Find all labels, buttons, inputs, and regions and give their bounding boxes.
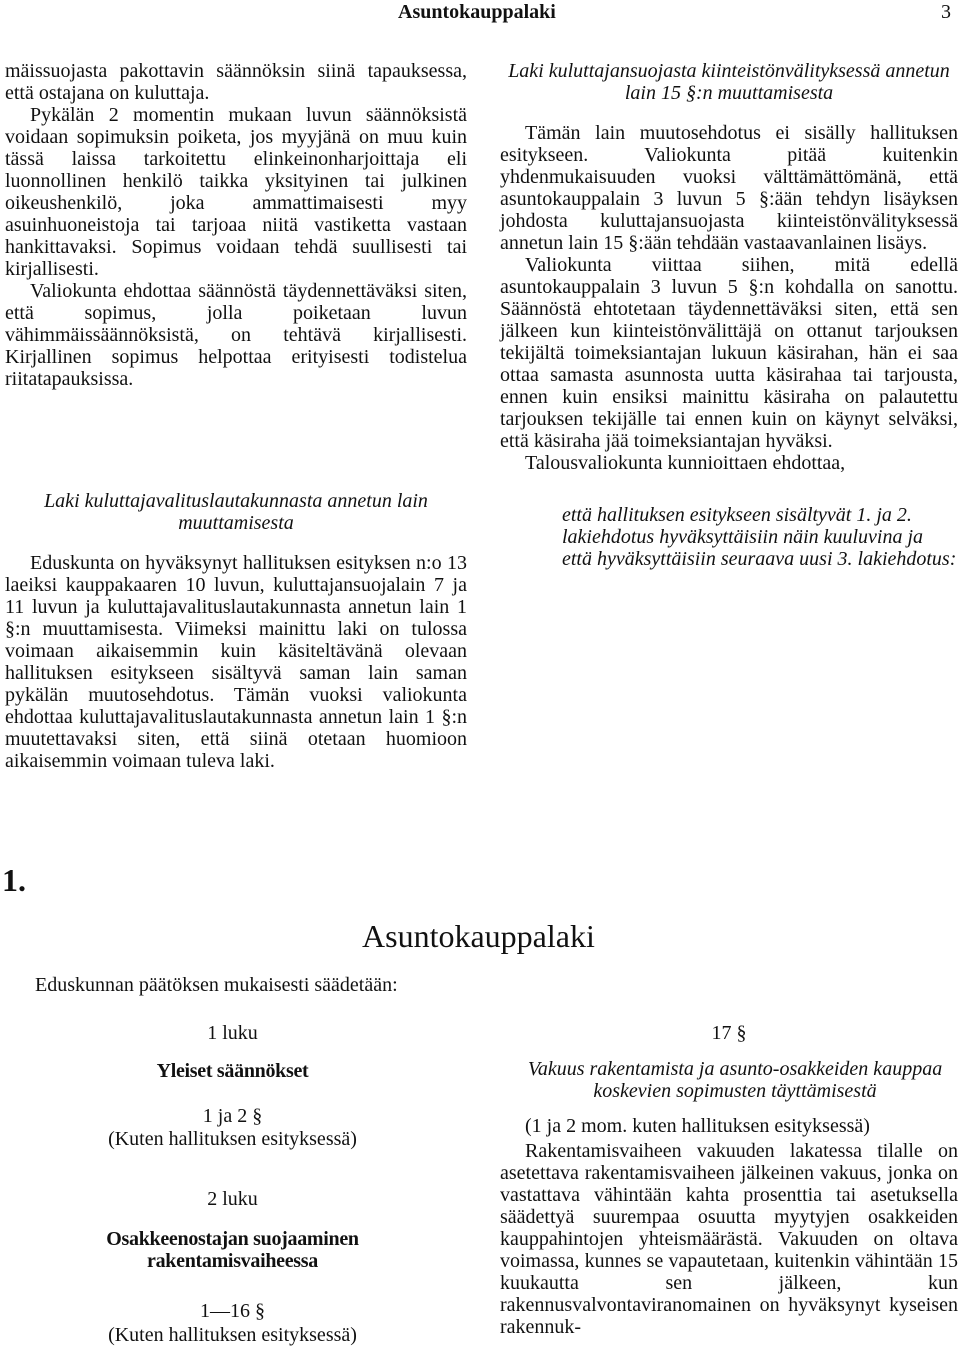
section-number: 1—16 § (200, 1300, 265, 1322)
paragraph: Valiokunta viittaa siihen, mitä edellä asuntokauppalain 3 luvun 5 §:n kohdalla on sanottu. Säännöstä ehtotetaan täydennettäväksi siten, että sen jälkeen kun kiinteistönvälittäjä on ottanut tarjouksen tekijältä toimeksiantajan lukuun käsirahan, hän ei saa ottaa samasta asunnosta uutta käsirahaa tai tarjousta, ennen kuin ensiksi mainittu käsiraha on palautettu tarjouksen tekijälle tai ennen kuin on käynyt selväksi, että käsiraha jää toimeksiantajan hyväksi. (500, 254, 958, 452)
proposal-item: että hallituksen esitykseen sisältyvät 1. ja 2. lakiehdotus hyväksyttäisiin näin kuuluvina ja (562, 504, 924, 548)
chapter-title: Yleiset säännökset (156, 1060, 309, 1082)
law-heading: Laki kuluttajansuojasta kiinteistönvälityksessä annetun lain 15 §:n muuttamisesta (508, 60, 950, 104)
section-title: Vakuus rakentamista ja asunto-osakkeiden kauppaa koskevien sopimusten täyttämisestä (527, 1058, 943, 1102)
section-paragraph: Rakentamisvaiheen vakuuden lakatessa tilalle on asetettava rakentamisvaiheen jälkeinen vakuus, jonka on vastattava vähintään kahta prosenttia tai asetuksella säädettyä suurempaa osuutta myytyjen osakkeiden kauppahintojen yhteismäärästä. Vakuuden on oltava voimassa, kunnes se vapautetaan, kuitenkin vähintään 15 kuukautta sen jälkeen, kun rakennusvalvontaviranomainen on hyväksynyt kyseisen rakennuk- (500, 1140, 958, 1338)
paragraph: Talousvaliokunta kunnioittaen ehdottaa, (525, 452, 846, 474)
paragraph: Eduskunta on hyväksynyt hallituksen esityksen n:o 13 laeiksi kauppakaaren 10 luvun, kuluttajansuojalain 7 ja 11 luvun ja kuluttajavalituslautakunnasta annetun lain 1 §:n muuttamisesta. Viimeksi mainittu laki on tulossa voimaan aikaisemmin kuin käsiteltävänä olevaan hallituksen esitykseen sisältyvä saman lain saman pykälän muutosehdotus. Tämän vuoksi valiokunta ehdottaa kuluttajavalituslautakunnasta annetun lain 1 §:n muutettavaksi siten, että siinä otetaan huomioon aikaisemmin voimaan tuleva laki. (5, 552, 467, 772)
moment-note: (1 ja 2 mom. kuten hallituksen esityksessä) (525, 1115, 870, 1137)
proposal-item: että hyväksyttäisiin seuraava uusi 3. lakiehdotus: (562, 548, 957, 570)
enactment-clause: Eduskunnan päätöksen mukaisesti säädetään: (35, 974, 398, 996)
as-in-bill-note: (Kuten hallituksen esityksessä) (108, 1324, 357, 1346)
right-column (500, 60, 958, 570)
paragraph: mäissuojasta pakottavin säännöksin siinä tapauksessa, että ostajana on kuluttaja. (5, 60, 467, 104)
section-number: 17 § (711, 1022, 747, 1044)
law-heading: Laki kuluttajavalituslautakunnasta annetun lain muuttamisesta (44, 490, 428, 534)
left-column (5, 60, 467, 772)
chapter-title: Osakkeenostajan suojaaminen rakentamisvaiheessa (106, 1228, 359, 1272)
page-header (0, 0, 960, 30)
proposal-list (500, 504, 958, 570)
paragraph: Valiokunta ehdottaa säännöstä täydennettäväksi siten, että sopimus, jolla poiketaan luvun vähimmäissäännöksistä, on tehtävä kirjallisesti. Kirjallinen sopimus helpottaa erityisesti todistelua riitatapauksissa. (5, 280, 467, 390)
chapter-heading: 2 luku (207, 1188, 258, 1210)
paragraph: Pykälän 2 momentin mukaan luvun säännöksistä voidaan sopimuksin poiketa, jos myyjänä on muu kuin tässä laissa tarkoitettu elinkeinonharjoittaja eli luonnollinen henkilö taikka yksityinen tai julkinen oikeushenkilö, joka ammattimaisesti myy asuinhuoneistoja tai tarjoaa niitä vastiketta vastaan hankittavaksi. Sopimus voidaan tehdä suullisesti tai kirjallisesti. (5, 104, 467, 280)
act-title: Asuntokauppalaki (362, 918, 595, 954)
paragraph: Tämän lain muutosehdotus ei sisälly hallituksen esitykseen. Valiokunta pitää kuitenkin yhdenmukaisuuden vuoksi välttämättömänä, että asuntokauppalain 3 luvun 5 §:ään tehdyn lisäyksen johdosta kuluttajansuojasta kiinteistönvälityksessä annetun lain 15 §:ään tehdään vastaavanlainen lisäys. (500, 122, 958, 254)
running-title: Asuntokauppalaki (398, 1, 556, 23)
chapter-heading: 1 luku (207, 1022, 258, 1044)
act-number: 1. (2, 862, 26, 898)
section-number: 1 ja 2 § (202, 1105, 263, 1127)
page-number: 3 (941, 1, 951, 23)
as-in-bill-note: (Kuten hallituksen esityksessä) (108, 1128, 357, 1150)
